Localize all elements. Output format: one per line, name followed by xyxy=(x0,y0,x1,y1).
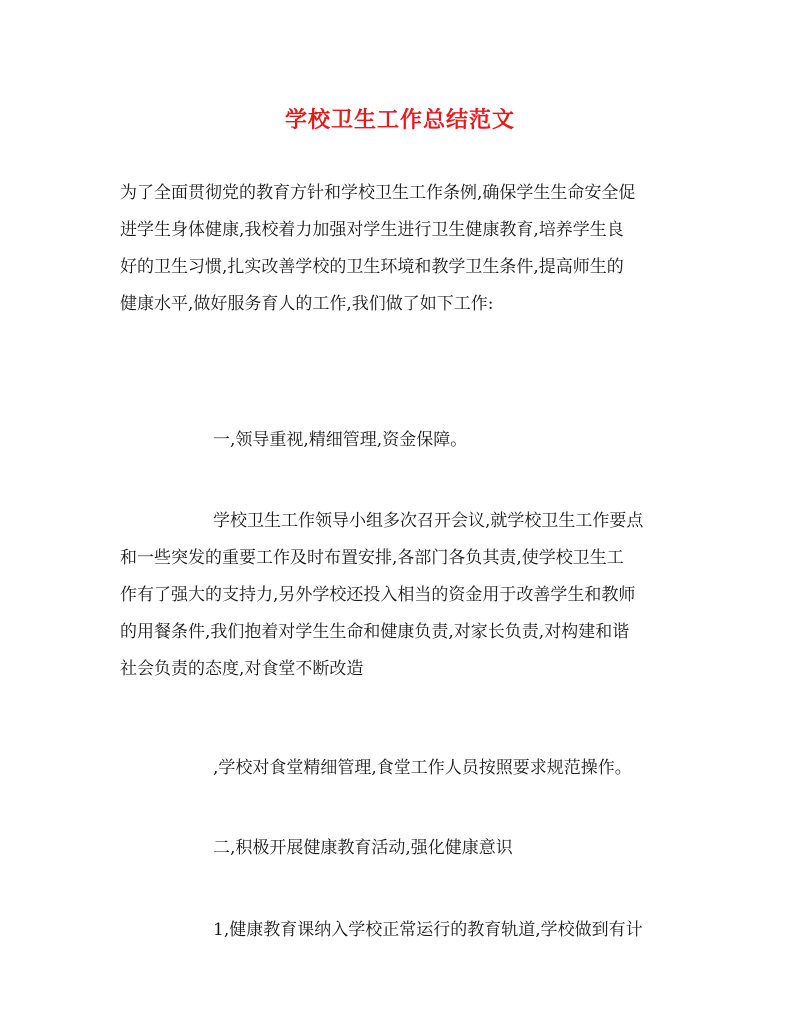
intro-line: 好的卫生习惯,扎实改善学校的卫生环境和教学卫生条件,提高师生的 xyxy=(120,257,624,277)
paragraph-line: 社会负责的态度,对食堂不断改造 xyxy=(120,659,364,679)
paragraph-line: 1,健康教育课纳入学校正常运行的教育轨道,学校做到有计 xyxy=(213,920,643,940)
intro-line: 进学生身体健康,我校着力加强对学生进行卫生健康教育,培养学生良 xyxy=(120,220,624,240)
intro-paragraph xyxy=(120,175,685,323)
paragraph-line: 作有了强大的支持力,另外学校还投入相当的资金用于改善学生和教师 xyxy=(120,585,636,605)
paragraph-line: 学校卫生工作领导小组多次召开会议,就学校卫生工作要点 xyxy=(213,511,644,531)
paragraph-line: ,学校对食堂精细管理,食堂工作人员按照要求规范操作。 xyxy=(213,758,632,778)
section-2-item-1 xyxy=(120,912,685,949)
paragraph-line: 的用餐条件,我们抱着对学生生命和健康负责,对家长负责,对构建和谐 xyxy=(120,622,630,642)
section-heading-1 xyxy=(120,422,685,459)
document-title: 学校卫生工作总结范文 xyxy=(284,107,515,133)
paragraph-line: 和一些突发的重要工作及时布置安排,各部门各负其责,使学校卫生工 xyxy=(120,548,624,568)
intro-line: 为了全面贯彻党的教育方针和学校卫生工作条例,确保学生生命安全促 xyxy=(120,183,636,203)
intro-line: 健康水平,做好服务育人的工作,我们做了如下工作: xyxy=(120,294,494,314)
section-heading-2 xyxy=(120,830,685,867)
section-heading-text: 二,积极开展健康教育活动,强化健康意识 xyxy=(213,838,513,858)
section-heading-text: 一,领导重视,精细管理,资金保障。 xyxy=(213,430,468,450)
section-1-continuation xyxy=(120,750,685,787)
section-1-paragraph xyxy=(120,503,685,688)
